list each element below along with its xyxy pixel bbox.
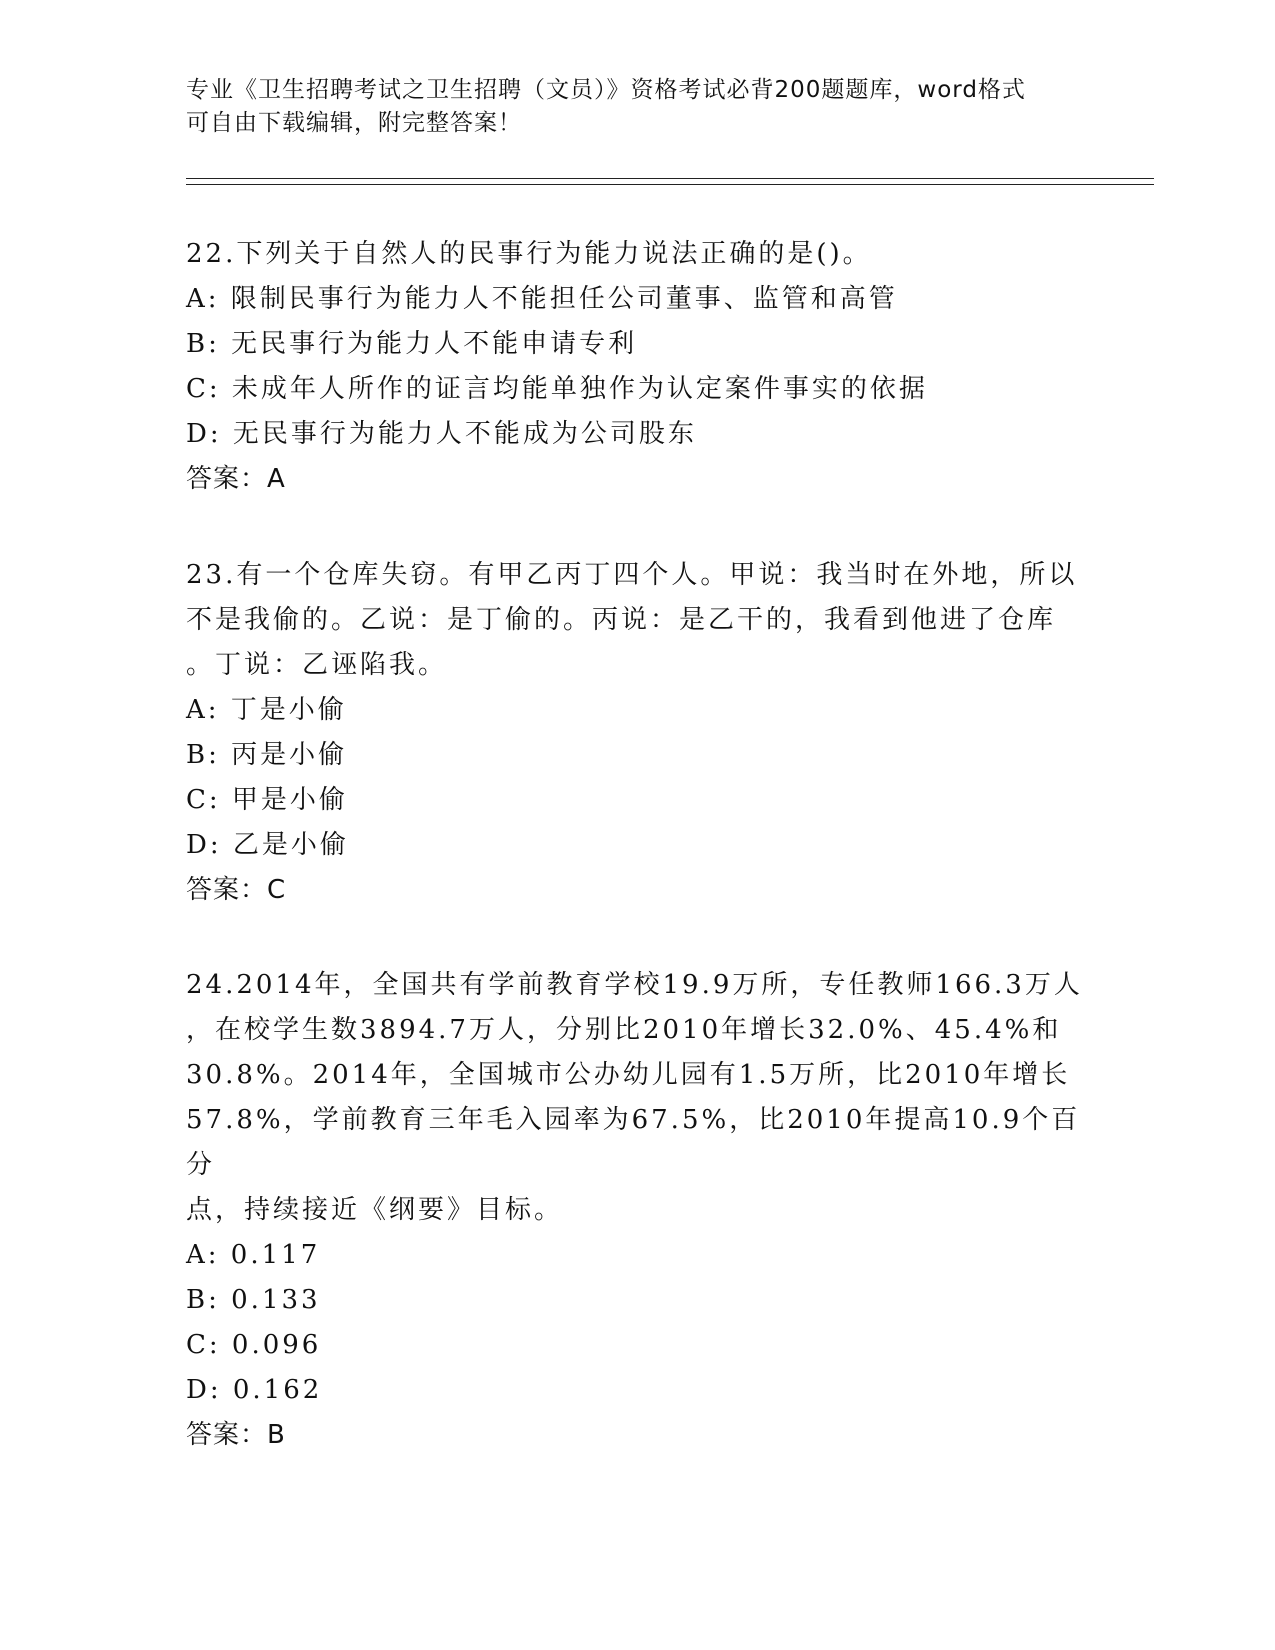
answer: 答案：C: [186, 875, 287, 905]
question-stem-line: 。丁说：乙诬陷我。: [186, 650, 448, 680]
option-d: D: 0.162: [186, 1375, 323, 1405]
option-c: C: 甲是小偷: [186, 785, 348, 815]
question-stem-line: 57.8%，学前教育三年毛入园率为67.5%，比2010年提高10.9个百分: [186, 1105, 1081, 1180]
option-d: D: 无民事行为能力人不能成为公司股东: [186, 419, 697, 449]
question-stem-line: 点，持续接近《纲要》目标。: [186, 1195, 564, 1225]
option-b: B: 无民事行为能力人不能申请专利: [186, 329, 638, 359]
question-24: [186, 963, 1086, 1458]
option-a: A: 限制民事行为能力人不能担任公司董事、监管和高管: [186, 284, 898, 314]
answer: 答案：B: [186, 1420, 286, 1450]
header-divider-top: [186, 178, 1154, 179]
header-title-line-1: 专业《卫生招聘考试之卫生招聘（文员）》资格考试必背200题题库，word格式: [186, 77, 1026, 103]
option-b: B: 0.133: [186, 1285, 321, 1315]
question-23: [186, 553, 1086, 913]
option-c: C: 未成年人所作的证言均能单独作为认定案件事实的依据: [186, 374, 928, 404]
question-stem-line: 30.8%。2014年，全国城市公办幼儿园有1.5万所，比2010年增长: [186, 1060, 1071, 1090]
header-divider-bottom: [186, 184, 1154, 185]
option-c: C: 0.096: [186, 1330, 322, 1360]
question-stem-line: 24.2014年，全国共有学前教育学校19.9万所，专任教师166.3万人: [186, 970, 1083, 1000]
question-stem-line: 22.下列关于自然人的民事行为能力说法正确的是()。: [186, 239, 872, 269]
question-stem-line: 不是我偷的。乙说：是丁偷的。丙说：是乙干的，我看到他进了仓库: [186, 605, 1057, 635]
option-a: A: 丁是小偷: [186, 695, 347, 725]
question-stem-line: 23.有一个仓库失窃。有甲乙丙丁四个人。甲说：我当时在外地，所以: [186, 560, 1078, 590]
answer: 答案：A: [186, 464, 286, 494]
question-stem-line: ，在校学生数3894.7万人，分别比2010年增长32.0%、45.4%和: [186, 1015, 1062, 1045]
option-a: A: 0.117: [186, 1240, 321, 1270]
option-d: D: 乙是小偷: [186, 830, 349, 860]
option-b: B: 丙是小偷: [186, 740, 348, 770]
document-header: [186, 74, 1066, 140]
header-title-line-2: 可自由下载编辑，附完整答案！: [186, 110, 522, 136]
question-22: [186, 232, 1086, 502]
